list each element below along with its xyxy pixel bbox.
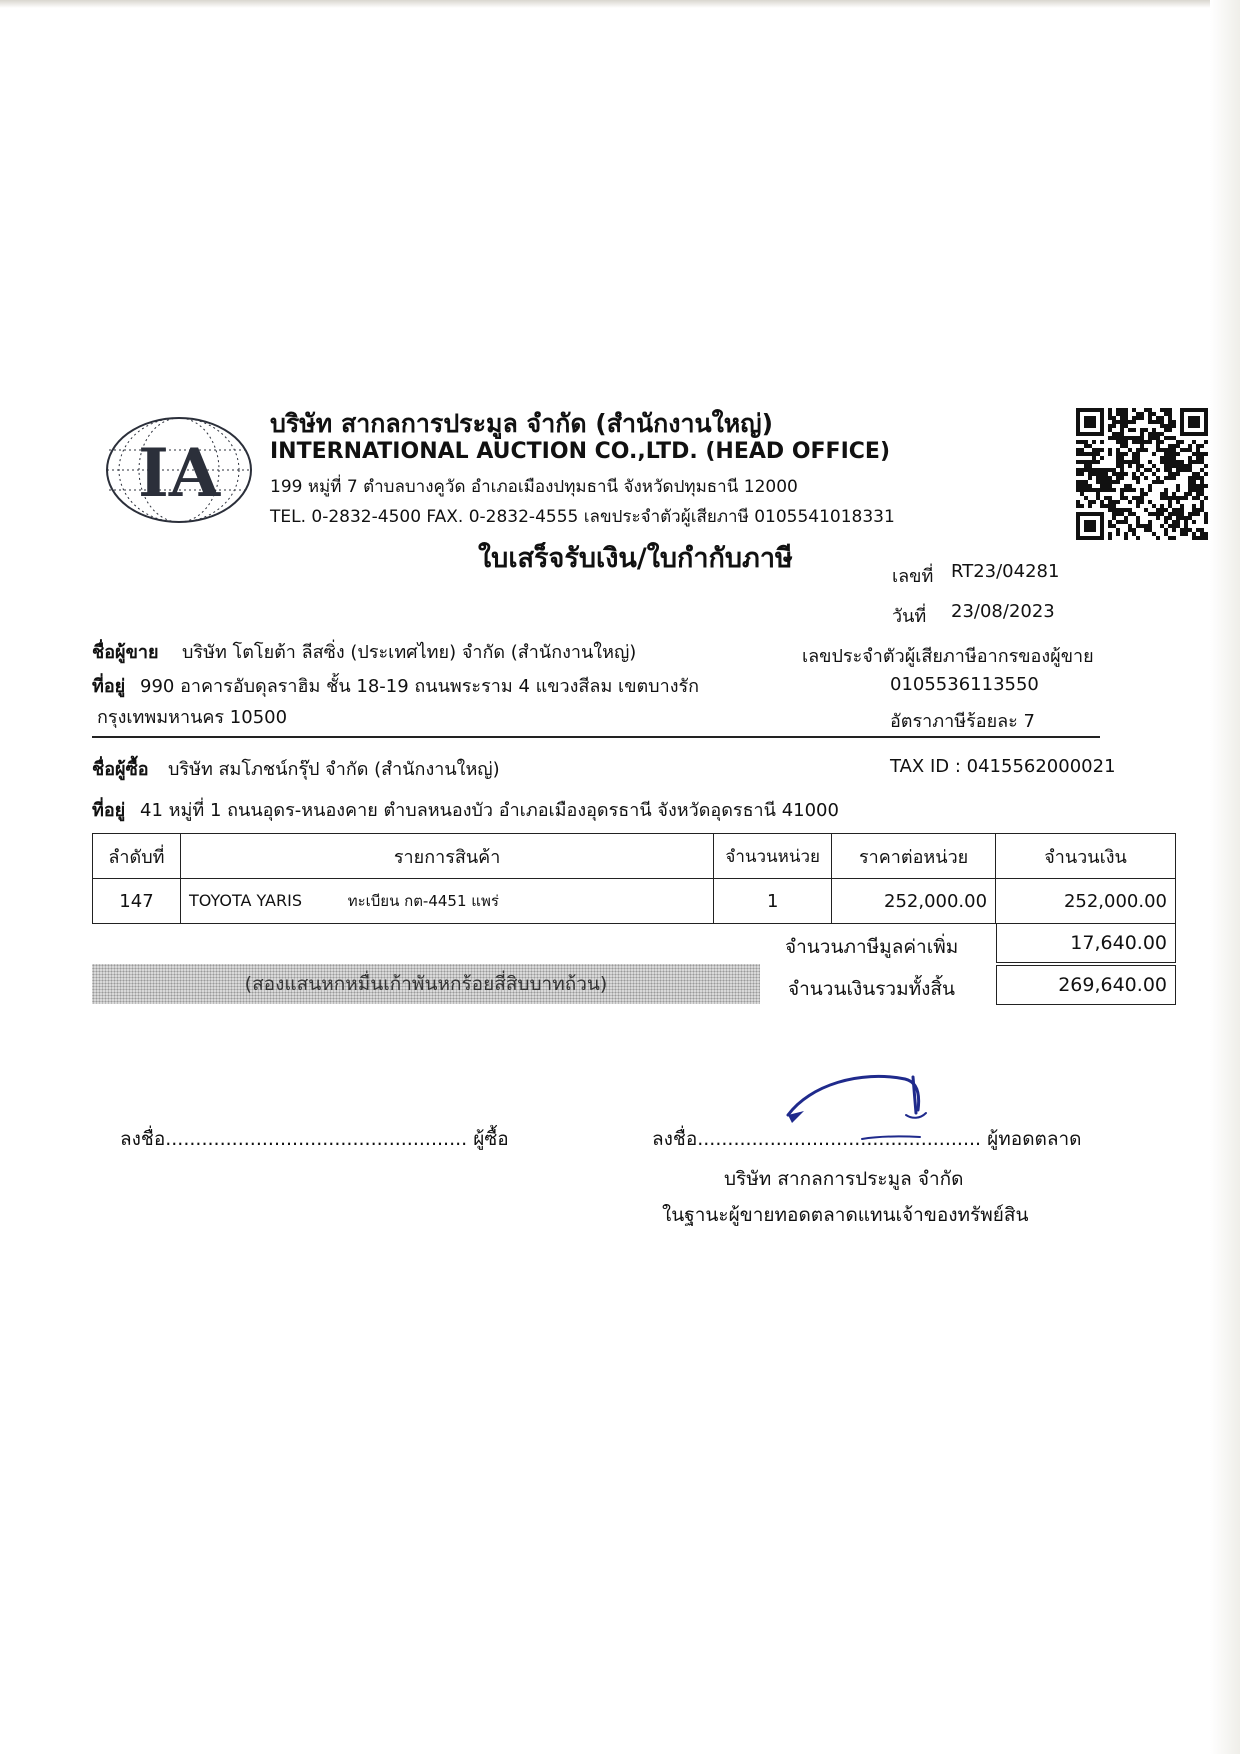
- item-name: TOYOTA YARIS: [188, 891, 302, 910]
- seller-buyer-divider: [92, 736, 1100, 738]
- header-no: ลำดับที่: [93, 834, 181, 879]
- seller-tax-id: 0105536113550: [890, 674, 1039, 695]
- cell-no: 147: [93, 879, 181, 924]
- company-name-english: INTERNATIONAL AUCTION CO.,LTD. (HEAD OFFICE): [270, 439, 890, 464]
- table-header-row: [93, 834, 1176, 879]
- company-name-thai: บริษัท สากลการประมูล จำกัด (สำนักงานใหญ่): [270, 409, 774, 438]
- auctioneer-signature-line: ลงชื่อ............................................... ผู้ทอดตลาด: [652, 1128, 1082, 1150]
- doc-date: 23/08/2023: [951, 601, 1055, 622]
- vat-amount: 17,640.00: [996, 923, 1176, 963]
- cell-item: [180, 879, 713, 924]
- vat-label: จำนวนภาษีมูลค่าเพิ่ม: [785, 936, 959, 958]
- buyer-name: บริษัท สมโภชน์กรุ๊ป จำกัด (สำนักงานใหญ่): [168, 759, 500, 780]
- buyer-signature-line: ลงชื่อ.................................................. ผู้ซื้อ: [120, 1128, 509, 1150]
- buyer-tax-id: TAX ID : 0415562000021: [890, 756, 1116, 777]
- seller-address-label: ที่อยู่: [92, 676, 126, 697]
- company-logo: [104, 414, 254, 526]
- qr-code-icon: [1076, 408, 1208, 540]
- seller-name-label: ชื่อผู้ขาย: [92, 642, 159, 663]
- buyer-address: 41 หมู่ที่ 1 ถนนอุดร-หนองคาย ตำบลหนองบัว อำเภอเมืองอุดรธานี จังหวัดอุดรธานี 41000: [140, 800, 839, 821]
- doc-date-label: วันที่: [892, 606, 927, 627]
- scan-right-edge: [1210, 0, 1240, 1754]
- handwritten-signature: [770, 1065, 950, 1155]
- signatory-capacity: ในฐานะผู้ขายทอดตลาดแทนเจ้าของทรัพย์สิน: [662, 1204, 1029, 1226]
- seller-address-line1: 990 อาคารอับดุลราฮิม ชั้น 18-19 ถนนพระราม 4 แขวงสีลม เขตบางรัก: [140, 676, 700, 697]
- doc-number: RT23/04281: [951, 561, 1060, 582]
- seller-tax-id-label: เลขประจำตัวผู้เสียภาษีอากรของผู้ขาย: [802, 646, 1094, 667]
- company-contact: TEL. 0-2832-4500 FAX. 0-2832-4555 เลขประจำตัวผู้เสียภาษี 0105541018331: [270, 507, 895, 527]
- item-plate: ทะเบียน กต-4451 แพร่: [347, 892, 499, 910]
- total-label: จำนวนเงินรวมทั้งสิ้น: [788, 978, 955, 1000]
- header-amount: จำนวนเงิน: [996, 834, 1176, 879]
- seller-name: บริษัท โตโยต้า ลีสซิ่ง (ประเทศไทย) จำกัด (สำนักงานใหญ่): [182, 642, 637, 663]
- buyer-name-label: ชื่อผู้ซื้อ: [92, 759, 149, 780]
- header-item: รายการสินค้า: [180, 834, 713, 879]
- doc-number-label: เลขที่: [892, 566, 934, 587]
- vat-rate: อัตราภาษีร้อยละ 7: [890, 711, 1036, 732]
- total-amount: 269,640.00: [996, 965, 1176, 1005]
- items-table: [92, 833, 1176, 924]
- company-address: 199 หมู่ที่ 7 ตำบลบางคูวัด อำเภอเมืองปทุมธานี จังหวัดปทุมธานี 12000: [270, 477, 798, 497]
- cell-amount: 252,000.00: [996, 879, 1176, 924]
- header-qty: จำนวนหน่วย: [714, 834, 832, 879]
- amount-in-words: (สองแสนหกหมื่นเก้าพันหกร้อยสี่สิบบาทถ้วน): [92, 964, 760, 1004]
- header-unit-price: ราคาต่อหน่วย: [832, 834, 996, 879]
- scan-top-edge: [0, 0, 1240, 8]
- logo-text: IA: [137, 434, 221, 512]
- cell-qty: 1: [714, 879, 832, 924]
- table-row: [93, 879, 1176, 924]
- buyer-address-label: ที่อยู่: [92, 800, 126, 821]
- seller-address-line2: กรุงเทพมหานคร 10500: [97, 707, 288, 728]
- document-title: ใบเสร็จรับเงิน/ใบกำกับภาษี: [478, 543, 793, 574]
- signatory-company: บริษัท สากลการประมูล จำกัด: [724, 1168, 964, 1190]
- cell-unit-price: 252,000.00: [832, 879, 996, 924]
